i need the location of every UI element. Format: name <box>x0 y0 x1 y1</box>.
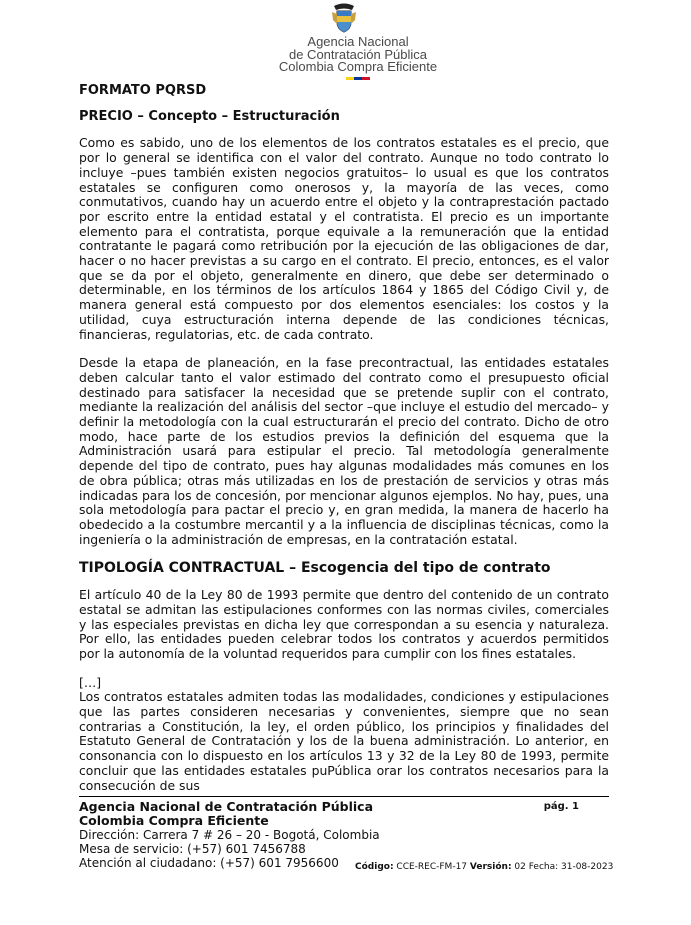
agency-line-3: Colombia Compra Eficiente <box>278 59 438 74</box>
flag-red <box>362 77 370 80</box>
document-code <box>355 860 613 874</box>
agency-name <box>230 36 486 74</box>
document-title: FORMATO PQRSD <box>79 83 207 98</box>
version-value: 02 Fecha: 31-08-2023 <box>511 862 614 872</box>
code-value: CCE-REC-FM-17 <box>393 862 470 872</box>
coat-of-arms-icon <box>330 2 358 34</box>
flag-yellow <box>346 77 354 80</box>
footer-address: Dirección: Carrera 7 # 26 – 20 - Bogotá, Colombia <box>79 828 380 842</box>
section-heading-precio: PRECIO – Concepto – Estructuración <box>79 108 340 124</box>
flag-stripe <box>346 77 370 80</box>
paragraph-2: Desde la etapa de planeación, en la fase precontractual, las entidades estatales deben calcular tanto el valor estimado del contrato como el presupuesto oficial destinado para satisfacer la necesidad que se pretende suplir con el contrato, mediante la realización del análisis del sector –que incluye el estudio del mercado– y definir la metodología con la cual estructurarán el precio del contrato. Dicho de otro modo, hace parte de los estudios previos la definición del esquema que la Administración usará para estipular el precio. Tal metodología generalmente depende del tipo de contrato, pues hay algunas modalidades más comunes en los de obra pública; otras más utilizadas en los de prestación de servicios y otras más indicadas para los de concesión, por mencionar algunos ejemplos. No hay, pues, una sola metodología para pactar el precio y, en gran medida, la manera de hacerlo ha obedecido a la costumbre mercantil y a la influencia de disciplinas técnicas, como la ingeniería o la administración de empresas, en la contratación estatal. <box>79 355 609 547</box>
document-body <box>79 84 609 793</box>
flag-blue <box>354 77 362 80</box>
footer-citizen-phone: Atención al ciudadano: (+57) 601 7956600 <box>79 856 339 870</box>
footer-org-line-2: Colombia Compra Eficiente <box>79 813 269 828</box>
page-number: pág. 1 <box>543 801 579 812</box>
code-label: Código: <box>355 862 394 872</box>
agency-line-1: Agencia Nacional <box>307 34 409 49</box>
footer-org-line-1: Agencia Nacional de Contratación Pública <box>79 799 374 814</box>
agency-line-2: de Contratación Pública <box>288 46 428 62</box>
page-header <box>0 0 691 80</box>
paragraph-1: Como es sabido, uno de los elementos de los contratos estatales es el precio, que por lo general se identifica con el valor del contrato. Aunque no todo contrato lo incluye –pues también existen negocios gratuitos– lo usual es que los contratos estatales se configuren como onerosos y, la mayoría de las veces, como conmutativos, cuando hay un acuerdo entre el objeto y la contraprestación pactado por escrito entre la entidad estatal y el contratista. El precio es un importante elemento para el contratista, porque equivale a la remuneración que la entidad contratante le pagará como retribución por la ejecución de las obligaciones de dar, hacer o no hacer previstas a su cargo en el contrato. El precio, entonces, es el valor que se da por el objeto, generalmente en dinero, que debe ser determinado o determinable, en los términos de los artículos 1864 y 1865 del Código Civil y, de manera general está compuesto por dos elementos esenciales: los costos y la utilidad, cuya estructuración interna depende de las condiciones técnicas, financieras, regulatorias, etc. de cada contrato. <box>79 135 609 342</box>
footer-service-phone: Mesa de servicio: (+57) 601 7456788 <box>79 842 306 856</box>
footer-divider <box>79 796 609 797</box>
version-label: Versión: <box>469 862 512 872</box>
page-footer <box>79 799 614 872</box>
paragraph-4: Los contratos estatales admiten todas las modalidades, condiciones y estipulaciones que las partes consideren necesarias y convenientes, siempre que no sean contrarias a Constitución, la ley, el orden público, los principios y finalidades del Estatuto General de Contratación y los de la buena administración. Lo anterior, en consonancia con lo dispuesto en los artículos 13 y 32 de la Ley 80 de 1993, permite concluir que las entidades estatales puPública orar los contratos necesarios para la consecución de sus <box>79 689 609 793</box>
section-heading-tipologia: TIPOLOGÍA CONTRACTUAL – Escogencia del tipo de contrato <box>79 560 551 577</box>
paragraph-3: El artículo 40 de la Ley 80 de 1993 permite que dentro del contenido de un contrato estatal se admitan las estipulaciones conformes con las normas civiles, comerciales y las especiales previstas en dicha ley que correspondan a su esencia y naturaleza. Por ello, las entidades pueden celebrar todos los contratos y acuerdos permitidos por la autonomía de la voluntad requeridos para cumplir con los fines estatales. <box>79 587 609 661</box>
ellipsis-marker: […] <box>79 674 102 690</box>
